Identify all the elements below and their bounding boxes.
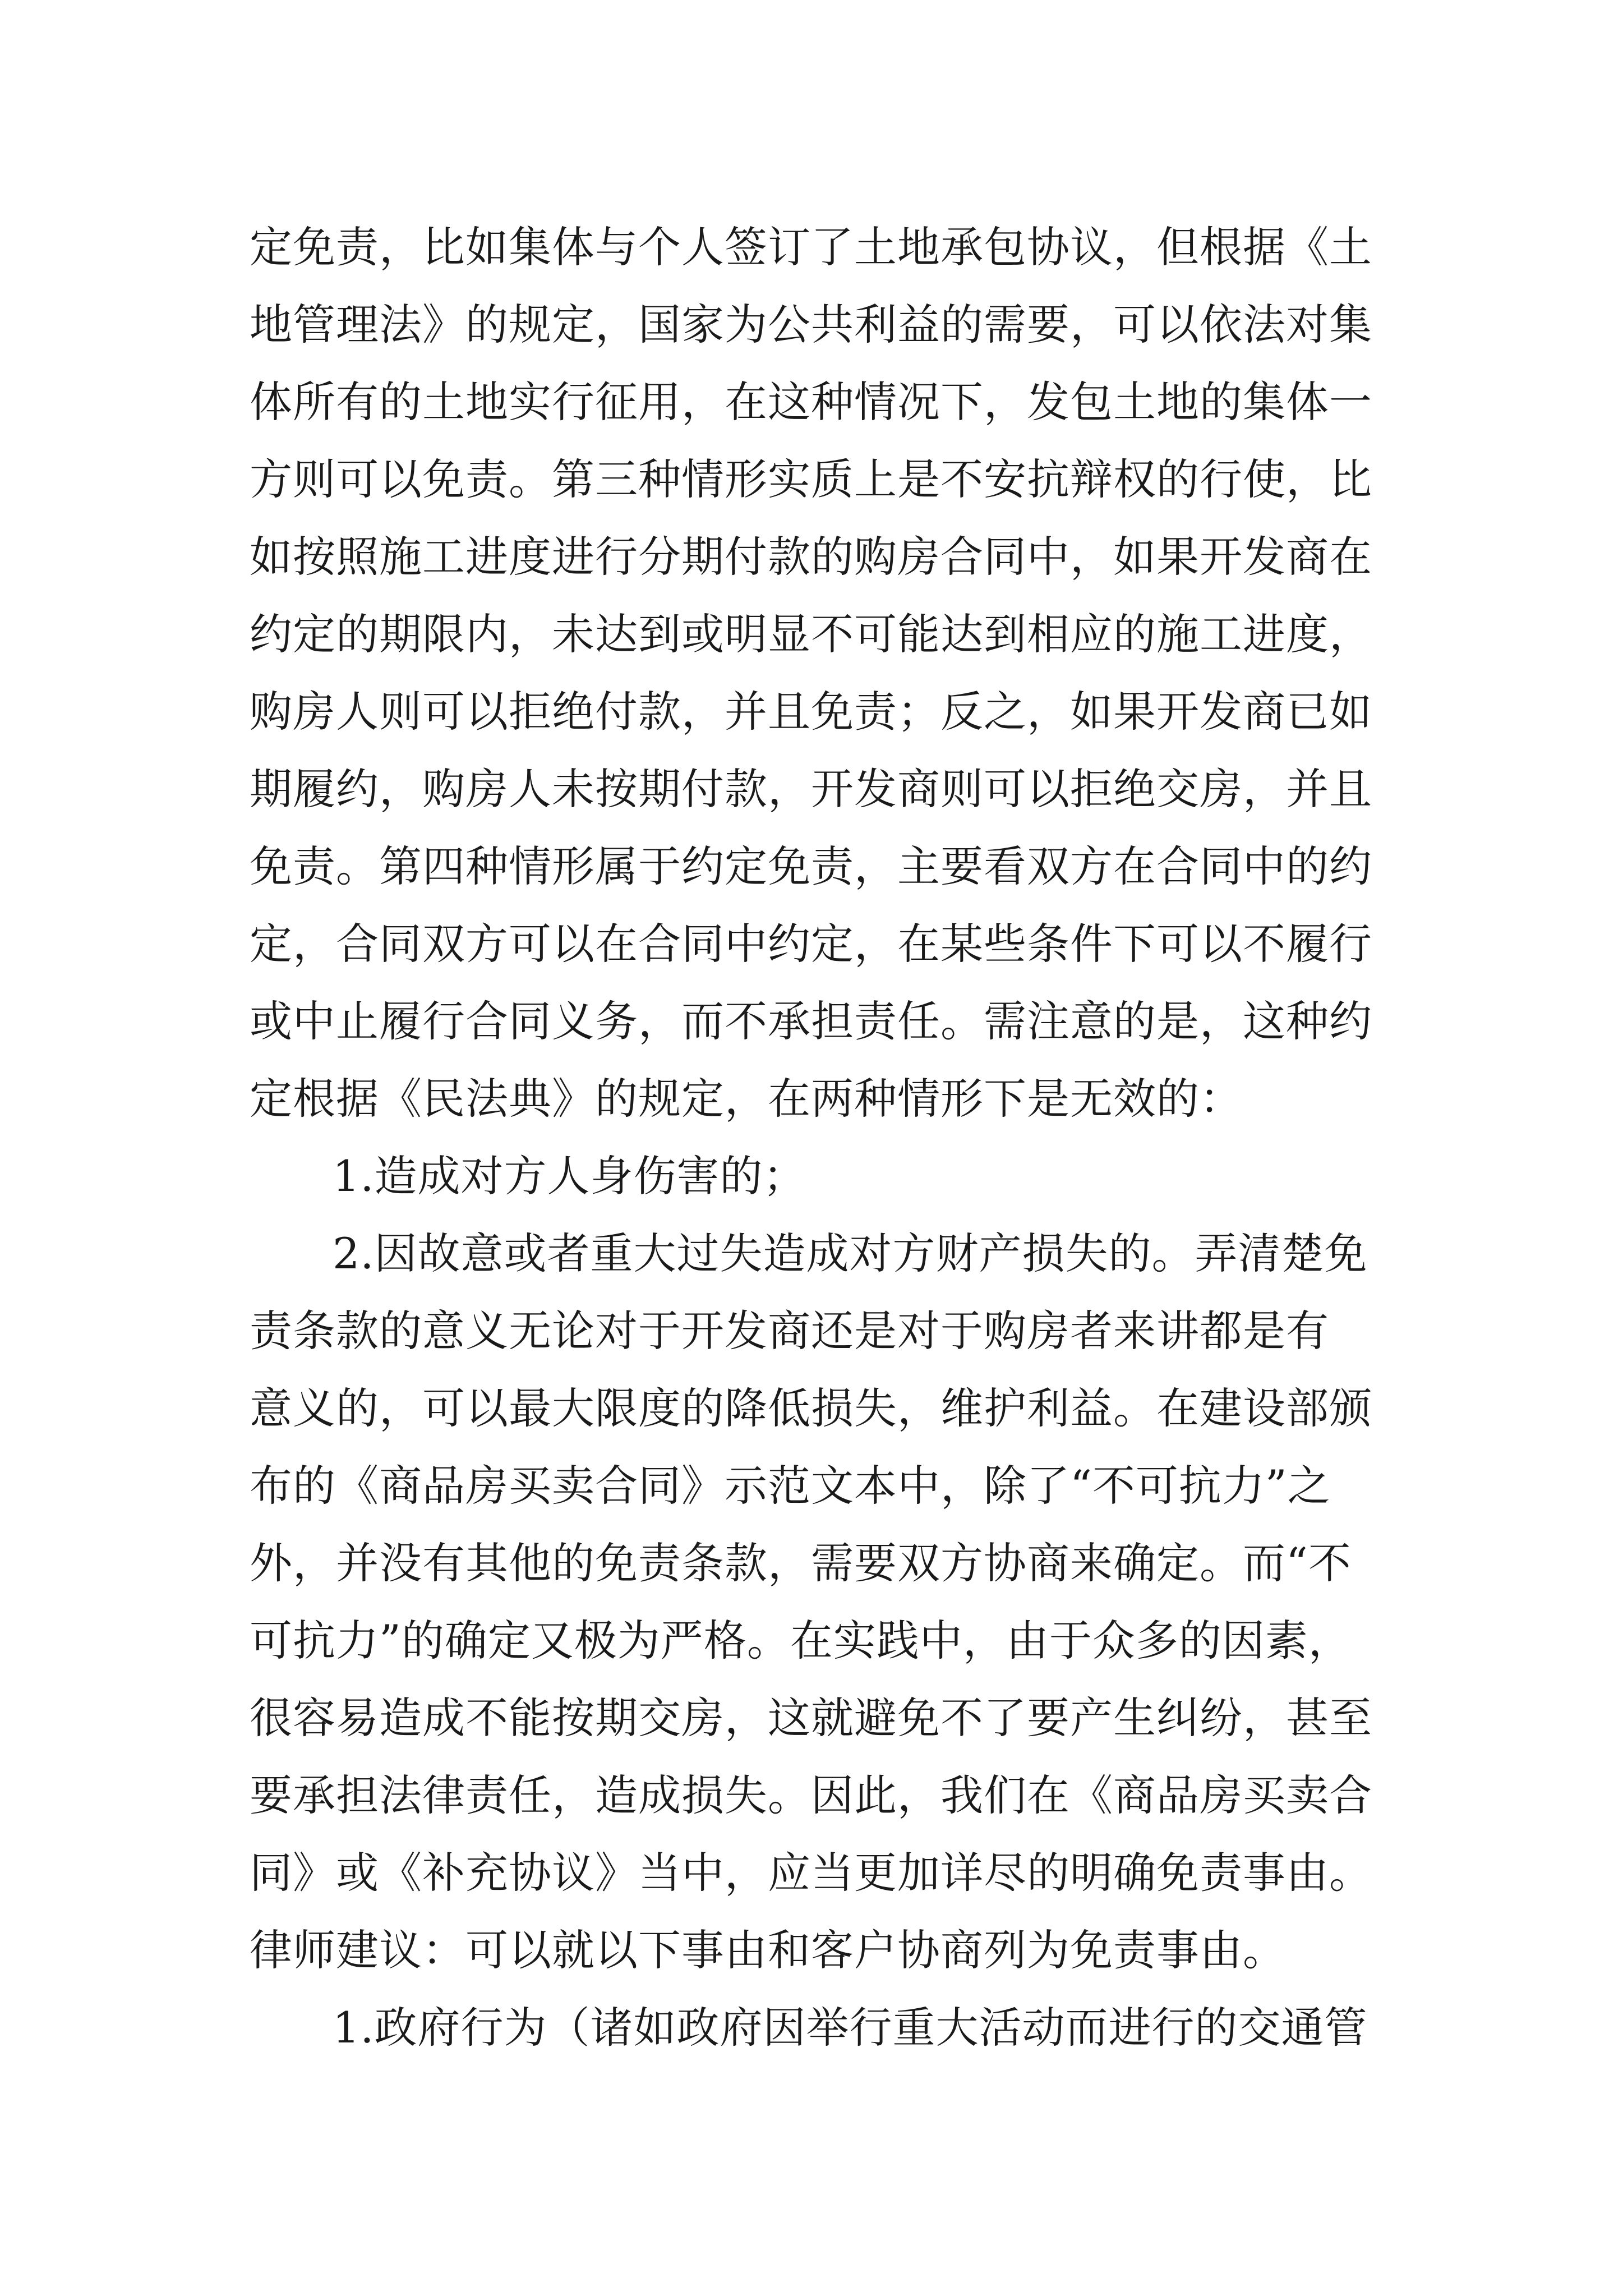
text-line: 很容易造成不能按期交房，这就避免不了要产生纠纷，甚至	[250, 1693, 1372, 1743]
text-line: 意义的，可以最大限度的降低损失，维护利益。在建设部颁	[250, 1383, 1372, 1433]
list-item: 1.造成对方人身伤害的；	[333, 1151, 806, 1201]
text-line: 定根据《民法典》的规定，在两种情形下是无效的：	[250, 1074, 1243, 1124]
text-line: 律师建议：可以就以下事由和客户协商列为免责事由。	[250, 1925, 1286, 1975]
text-line: 可抗力”的确定又极为严格。在实践中，由于众多的因素，	[250, 1616, 1352, 1665]
text-line: 约定的期限内，未达到或明显不可能达到相应的施工进度，	[250, 609, 1372, 659]
text-line: 体所有的土地实行征用，在这种情况下，发包土地的集体一	[250, 377, 1372, 427]
list-item: 2.因故意或者重大过失造成对方财产损失的。弄清楚免	[333, 1228, 1368, 1278]
body-text	[250, 209, 1394, 2067]
text-line: 定免责，比如集体与个人签订了土地承包协议，但根据《土	[250, 222, 1372, 272]
text-line: 外，并没有其他的免责条款，需要双方协商来确定。而“不	[250, 1538, 1352, 1588]
text-line: 定，合同双方可以在合同中约定，在某些条件下可以不履行	[250, 919, 1372, 969]
text-line: 布的《商品房买卖合同》示范文本中，除了“不可抗力”之	[250, 1461, 1331, 1511]
text-line: 购房人则可以拒绝付款，并且免责；反之，如果开发商已如	[250, 687, 1372, 737]
text-line: 地管理法》的规定，国家为公共利益的需要，可以依法对集	[250, 300, 1372, 349]
text-line: 如按照施工进度进行分期付款的购房合同中，如果开发商在	[250, 532, 1372, 582]
text-line: 免责。第四种情形属于约定免责，主要看双方在合同中的约	[250, 841, 1372, 891]
text-line: 要承担法律责任，造成损失。因此，我们在《商品房买卖合	[250, 1770, 1372, 1820]
text-line: 期履约，购房人未按期付款，开发商则可以拒绝交房，并且	[250, 764, 1372, 814]
text-line: 责条款的意义无论对于开发商还是对于购房者来讲都是有	[250, 1306, 1329, 1356]
list-item: 1.政府行为（诸如政府因举行重大活动而进行的交通管	[333, 2003, 1368, 2053]
text-line: 或中止履行合同义务，而不承担责任。需注意的是，这种约	[250, 996, 1372, 1046]
text-line: 方则可以免责。第三种情形实质上是不安抗辩权的行使，比	[250, 454, 1372, 504]
text-line: 同》或《补充协议》当中，应当更加详尽的明确免责事由。	[250, 1848, 1372, 1898]
